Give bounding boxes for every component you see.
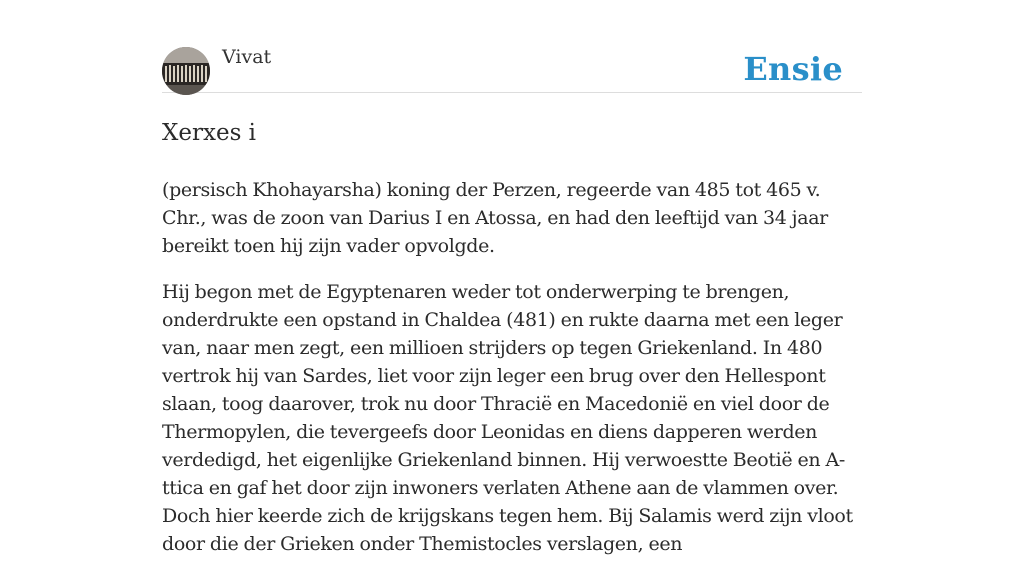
author-name[interactable]: Vivat	[222, 46, 272, 68]
ensie-logo[interactable]: Ensie	[743, 50, 843, 88]
bookshelf-avatar-icon	[162, 47, 210, 95]
author-avatar[interactable]	[162, 47, 210, 95]
header	[162, 0, 862, 93]
article-paragraph: Hij begon met de Egyptenaren weder tot onderwerping te brengen, onderdrukte een opstand in Chaldea (481) en rukte daarna met een leger van, naar men zegt, een millioen strijders op tegen Griekenland. In 480 vertrok hij van Sardes, liet voor zijn leger een brug over den Hellespont slaan, toog daarover, trok nu door Thracië en Macedonië en viel door de Thermopylen, die tevergeefs door Leonidas en diens dapperen werden verdedigd, het eigenlijke Griekenland binnen. Hij verwoestte Beotië en A-ttica en gaf het door zijn inwoners verlaten Athene aan de vlammen over. Doch hier keerde zich de krijgskans tegen hem. Bij Salamis werd zijn vloot door die der Grieken onder Themistocles verslagen, een	[162, 281, 853, 555]
article-title: Xerxes i	[162, 120, 257, 146]
article-body	[162, 176, 862, 558]
page-container	[162, 0, 862, 576]
article-paragraph: (persisch Khohayarsha) koning der Perzen, regeerde van 485 tot 465 v. Chr., was de zoon van Darius I en Atossa, en had den leeftijd van 34 jaar bereikt toen hij zijn vader opvolgde.	[162, 179, 828, 257]
